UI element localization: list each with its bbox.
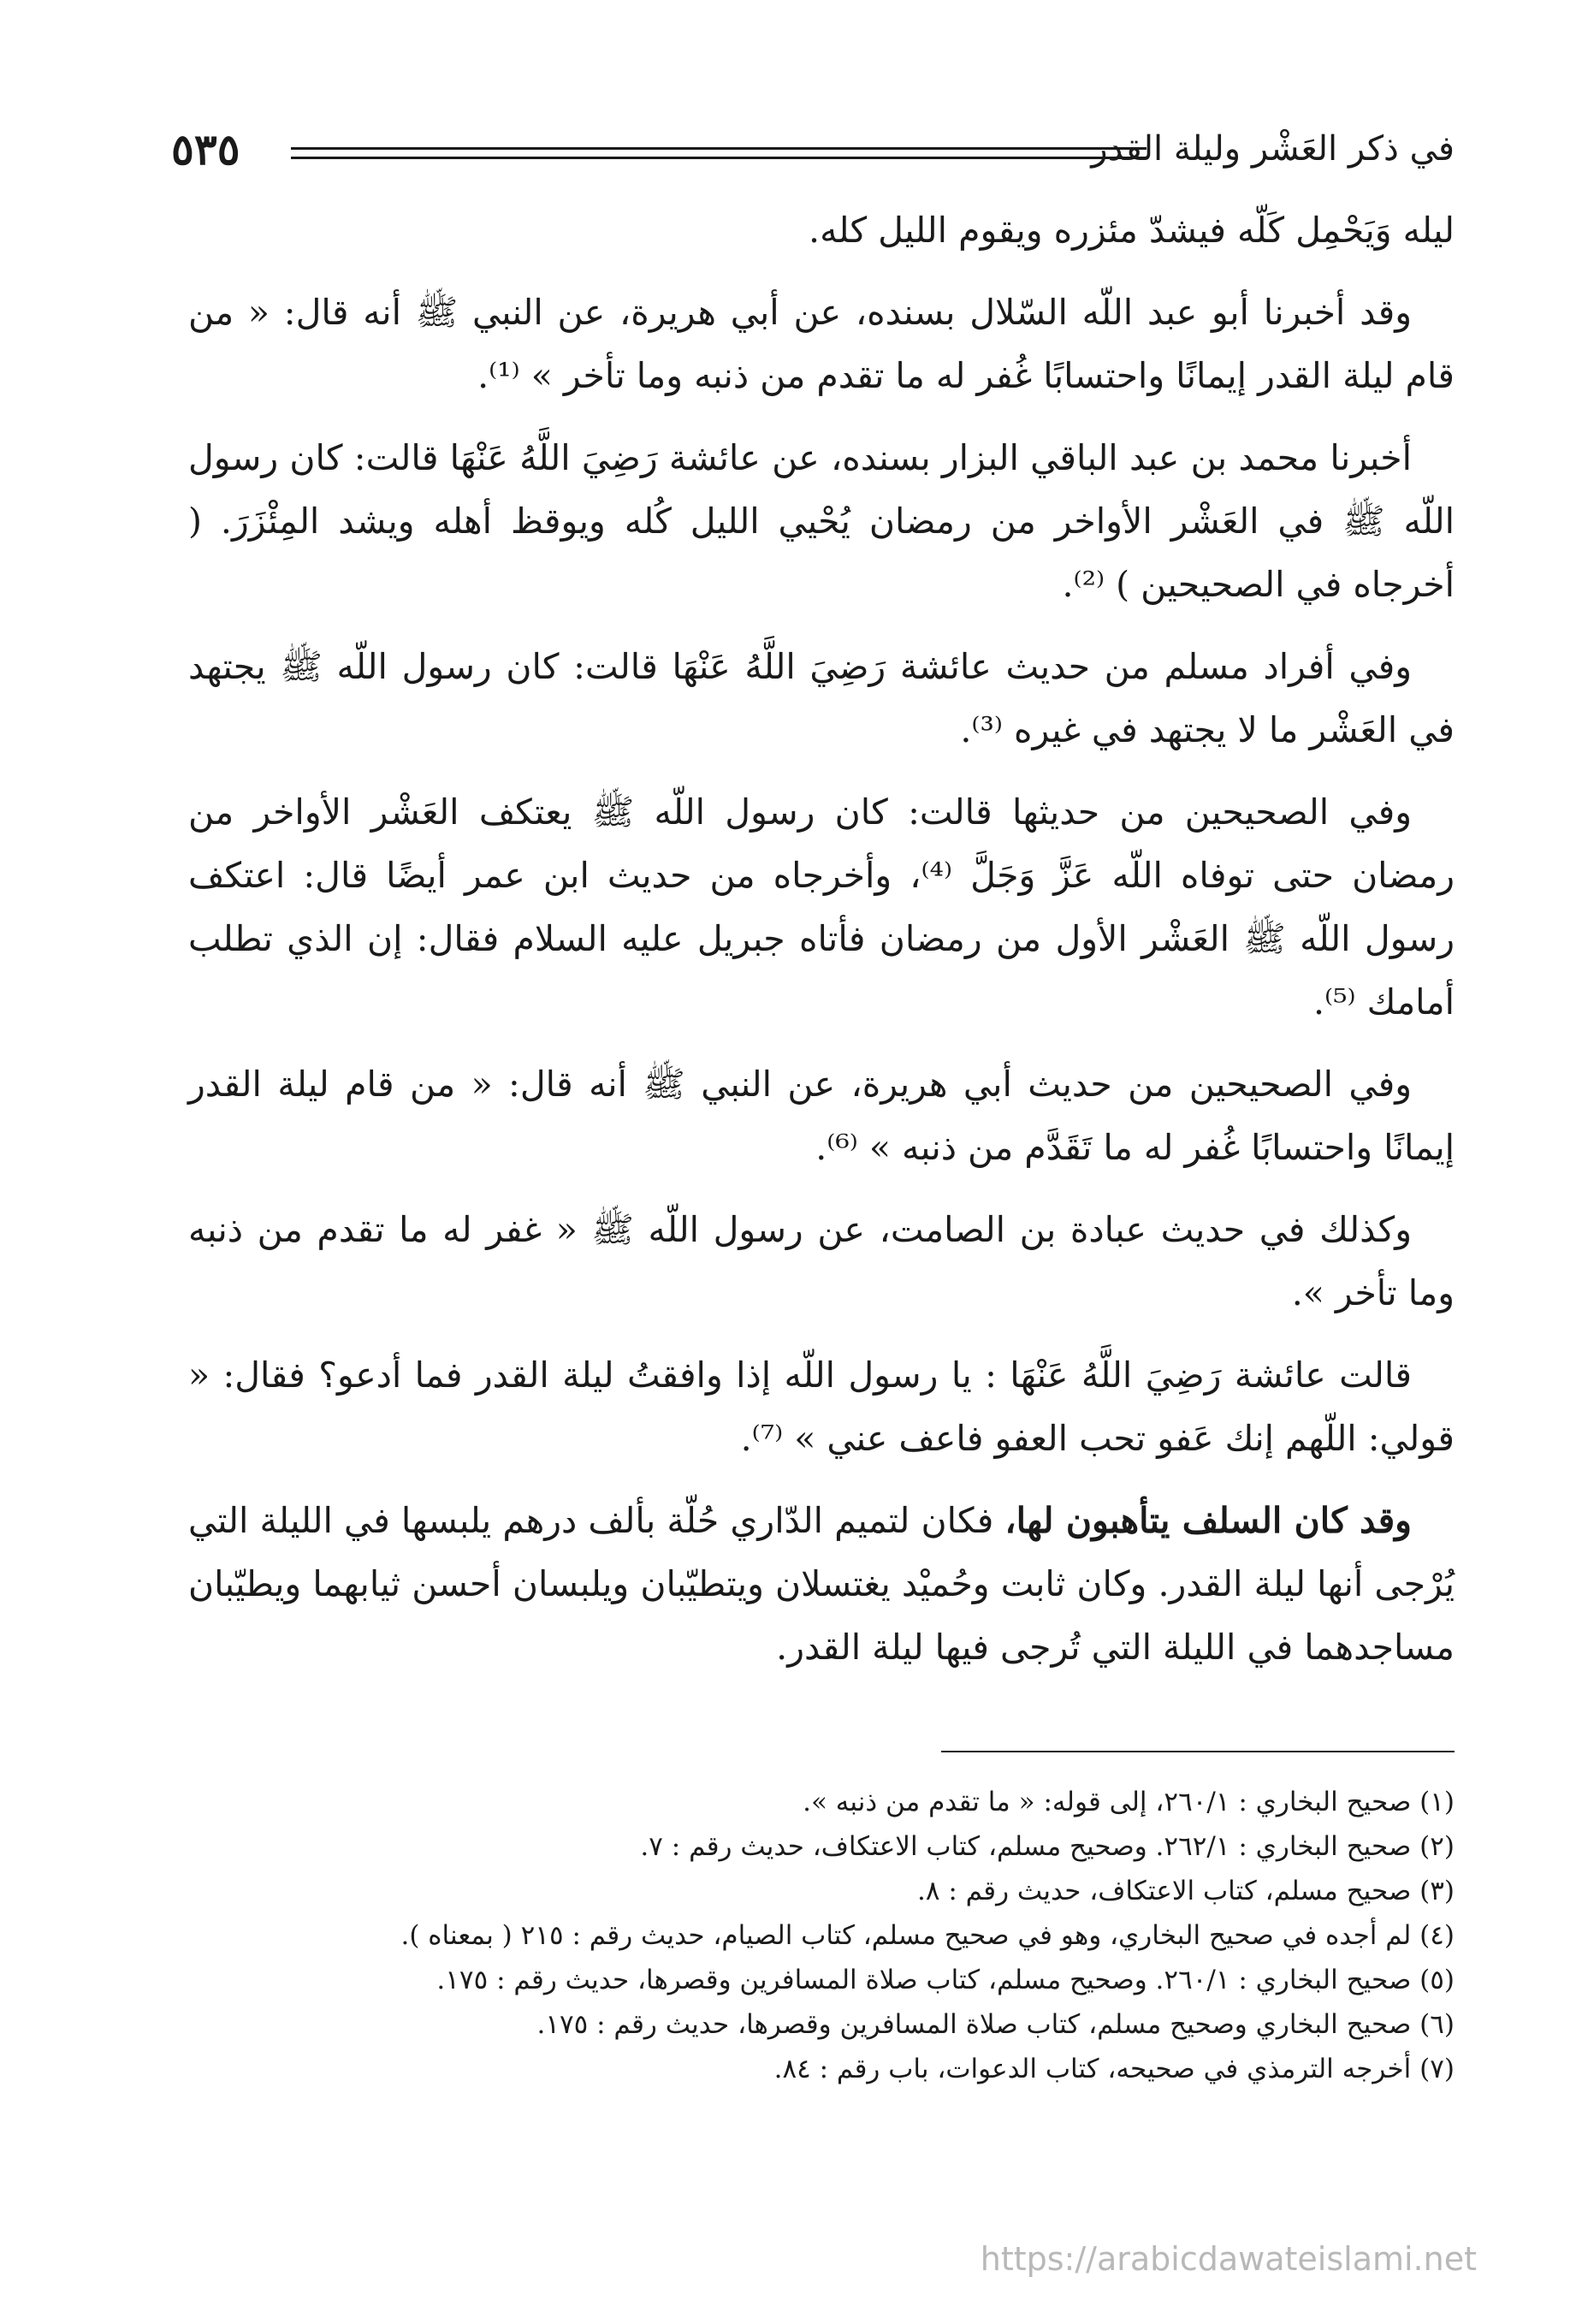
footnote: (٥) صحيح البخاري : ٢٦٠/١. وصحيح مسلم، كتاب صلاة المسافرين وقصرها، حديث رقم : ١٧٥.	[436, 1965, 1455, 1995]
running-title: في ذكر العَشْر وليلة القدر	[1091, 129, 1455, 169]
footnotes	[188, 1780, 1455, 2091]
paragraph: وقد أخبرنا أبو عبد اللّه السّلال بسنده، عن أبي هريرة، عن النبي ﷺ أنه قال: « من قام ليلة القدر إيمانًا واحتسابًا غُفر له ما تقدم من ذنبه وما تأخر » ⁽¹⁾.	[188, 292, 1455, 396]
paragraph-last	[188, 1489, 1455, 1679]
footnote-separator	[941, 1751, 1455, 1752]
paragraph: قالت عائشة رَضِيَ اللَّهُ عَنْهَا : يا رسول اللّه إذا وافقتُ ليلة القدر فما أدعو؟ فقال: « قولي: اللّهم إنك عَفو تحب العفو فاعف عني » ⁽⁷⁾.	[188, 1355, 1455, 1459]
watermark-url: https://arabicdawateislami.net	[980, 2240, 1477, 2278]
main-text	[188, 199, 1455, 1698]
paragraph: وفي أفراد مسلم من حديث عائشة رَضِيَ اللَّهُ عَنْهَا قالت: كان رسول اللّه ﷺ يجتهد في العَشْر ما لا يجتهد في غيره ⁽³⁾.	[188, 646, 1455, 750]
footnote: (١) صحيح البخاري : ٢٦٠/١، إلى قوله: « ما تقدم من ذنبه ».	[803, 1787, 1455, 1817]
footnote: (٧) أخرجه الترمذي في صحيحه، كتاب الدعوات، باب رقم : ٨٤.	[773, 2054, 1455, 2084]
page-header	[171, 120, 1455, 188]
paragraph: وفي الصحيحين من حديث أبي هريرة، عن النبي ﷺ أنه قال: « من قام ليلة القدر إيمانًا واحتسابًا غُفر له ما تَقَدَّم من ذنبه » ⁽⁶⁾.	[188, 1064, 1455, 1168]
paragraph: أخبرنا محمد بن عبد الباقي البزار بسنده، عن عائشة رَضِيَ اللَّهُ عَنْهَا قالت: كان رسول اللّه ﷺ في العَشْر الأواخر من رمضان يُحْيي الليل كُله ويوقظ أهله ويشد المِئْزَرَ. ( أخرجاه في الصحيحين ) ⁽²⁾.	[188, 437, 1455, 605]
paragraph: وفي الصحيحين من حديثها قالت: كان رسول اللّه ﷺ يعتكف العَشْر الأواخر من رمضان حتى توفاه اللّه عَزَّ وَجَلَّ ⁽⁴⁾، وأخرجاه من حديث ابن عمر أيضًا قال: اعتكف رسول اللّه ﷺ العَشْر الأول من رمضان فأتاه جبريل عليه السلام فقال: إن الذي تطلب أمامك ⁽⁵⁾.	[188, 791, 1455, 1023]
footnote: (٢) صحيح البخاري : ٢٦٢/١. وصحيح مسلم، كتاب الاعتكاف، حديث رقم : ٧.	[640, 1831, 1455, 1862]
header-double-rule	[291, 147, 1147, 159]
paragraph: ليله وَيَحْمِل كَلّه فيشدّ مئزره ويقوم الليل كله.	[809, 210, 1455, 251]
footnote: (٤) لم أجده في صحيح البخاري، وهو في صحيح مسلم، كتاب الصيام، حديث رقم : ٢١٥ ( بمعناه ).	[400, 1920, 1455, 1951]
footnote: (٣) صحيح مسلم، كتاب الاعتكاف، حديث رقم : ٨.	[916, 1876, 1455, 1906]
paragraph: وكذلك في حديث عبادة بن الصامت، عن رسول اللّه ﷺ « غفر له ما تقدم من ذنبه وما تأخر ».	[188, 1209, 1455, 1313]
footnote: (٦) صحيح البخاري وصحيح مسلم، كتاب صلاة المسافرين وقصرها، حديث رقم : ١٧٥.	[536, 2009, 1455, 2040]
paragraph-rest: فكان لتميم الدّاري حُلّة بألف درهم يلبسها في الليلة التي يُرْجى أنها ليلة القدر. وكان ثابت وحُميْد يغتسلان ويتطيّبان ويلبسان أحسن ثيابهما ويطيّبان مساجدهما في الليلة التي تُرجى فيها ليلة القدر.	[188, 1500, 1455, 1668]
page-number: ٥٣٥	[171, 124, 240, 175]
bold-lead-phrase: وقد كان السلف يتأهبون لها،	[1004, 1500, 1412, 1541]
